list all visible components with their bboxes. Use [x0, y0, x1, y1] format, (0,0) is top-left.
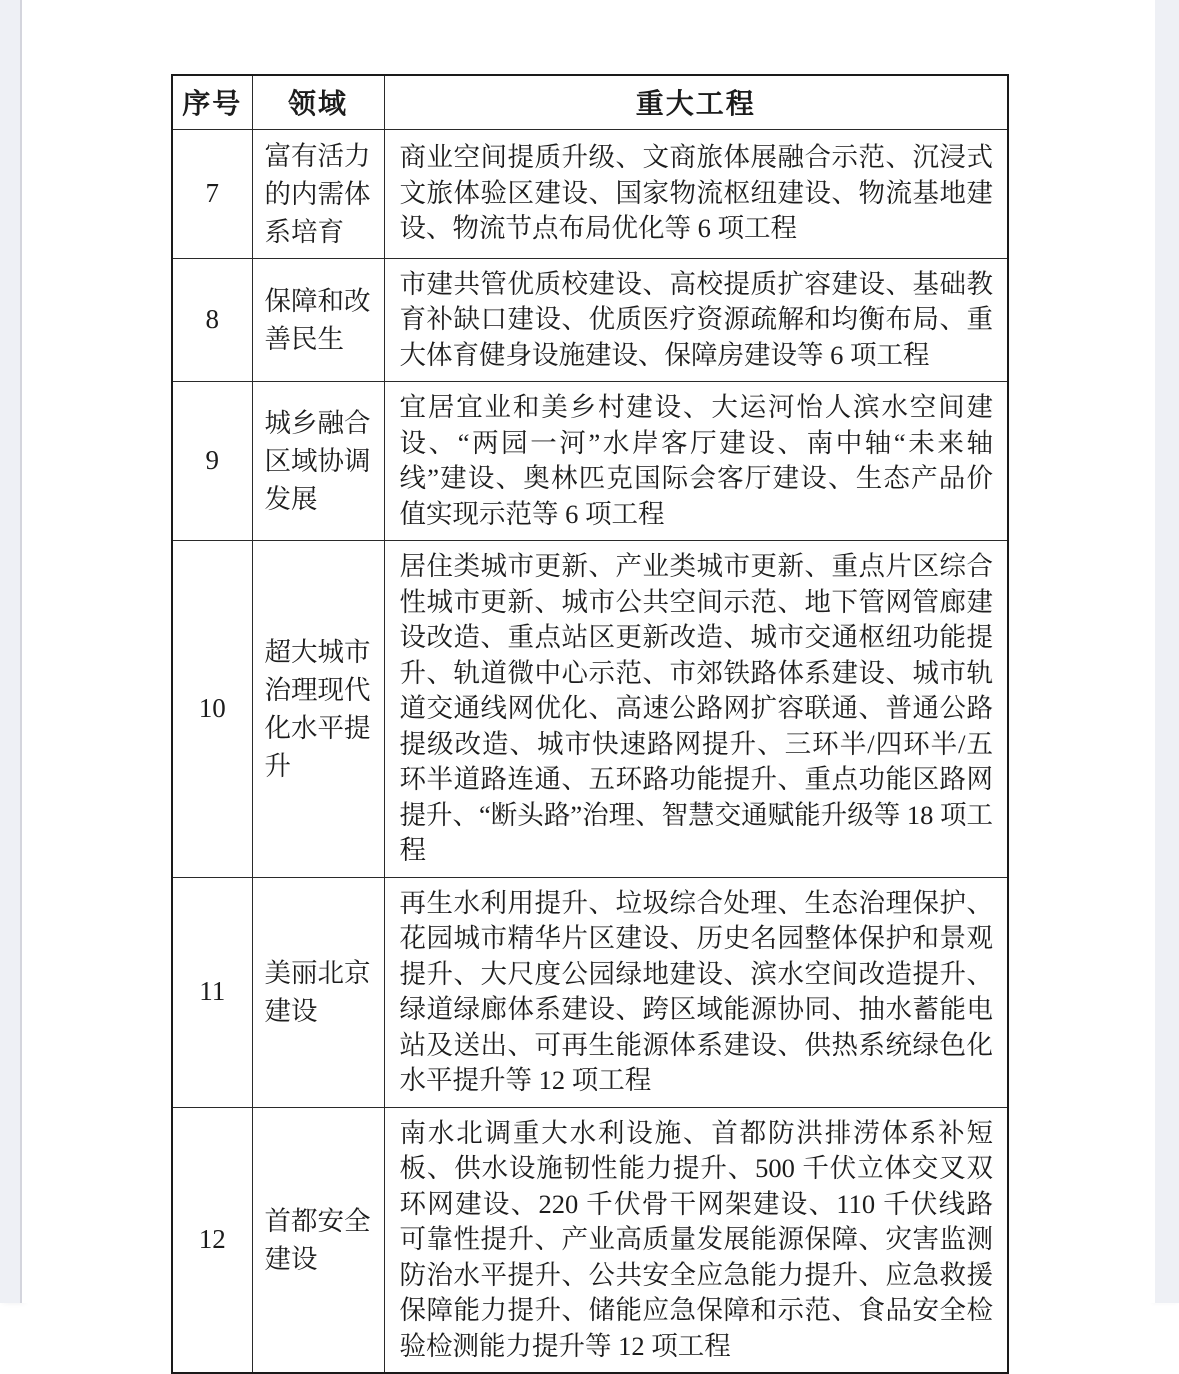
row-field: 首都安全建设: [252, 1107, 384, 1373]
row-projects: 南水北调重大水利设施、首都防洪排涝体系补短板、供水设施韧性能力提升、500 千伏立体交叉双环网建设、220 千伏骨干网架建设、110 千伏线路可靠性提升、产业高质量发展能源保障、灾害监测防治水平提升、公共安全应急能力提升、应急救援保障能力提升、储能应急保障和示范、食品安全检验检测能力提升等 12 项工程: [384, 1107, 1008, 1373]
table-row: [172, 129, 1008, 258]
table-row: [172, 258, 1008, 382]
row-number: 9: [172, 382, 252, 541]
row-projects: 居住类城市更新、产业类城市更新、重点片区综合性城市更新、城市公共空间示范、地下管网管廊建设改造、重点站区更新改造、城市交通枢纽功能提升、轨道微中心示范、市郊铁路体系建设、城市轨道交通线网优化、高速公路网扩容联通、普通公路提级改造、城市快速路网提升、三环半/四环半/五环半道路连通、五环路功能提升、重点功能区路网提升、“断头路”治理、智慧交通赋能升级等 18 项工程: [384, 541, 1008, 878]
row-number: 7: [172, 129, 252, 258]
row-projects: 宜居宜业和美乡村建设、大运河怡人滨水空间建设、“两园一河”水岸客厅建设、南中轴“未来轴线”建设、奥林匹克国际会客厅建设、生态产品价值实现示范等 6 项工程: [384, 382, 1008, 541]
table-row: [172, 382, 1008, 541]
table-row: [172, 877, 1008, 1107]
row-number: 8: [172, 258, 252, 382]
header-重大工程: 重大工程: [384, 75, 1008, 129]
table-row: [172, 541, 1008, 878]
row-projects: 再生水利用提升、垃圾综合处理、生态治理保护、花园城市精华片区建设、历史名园整体保护和景观提升、大尺度公园绿地建设、滨水空间改造提升、绿道绿廊体系建设、跨区域能源协同、抽水蓄能电站及送出、可再生能源体系建设、供热系统绿色化水平提升等 12 项工程: [384, 877, 1008, 1107]
row-number: 10: [172, 541, 252, 878]
row-field: 超大城市治理现代化水平提升: [252, 541, 384, 878]
row-number: 11: [172, 877, 252, 1107]
row-field: 富有活力的内需体系培育: [252, 129, 384, 258]
row-field: 美丽北京建设: [252, 877, 384, 1107]
row-field: 保障和改善民生: [252, 258, 384, 382]
row-number: 12: [172, 1107, 252, 1373]
header-领域: 领域: [252, 75, 384, 129]
viewer-right-margin: [1154, 0, 1179, 1303]
row-field: 城乡融合区域协调发展: [252, 382, 384, 541]
table-header-row: [172, 75, 1008, 129]
row-projects: 市建共管优质校建设、高校提质扩容建设、基础教育补缺口建设、优质医疗资源疏解和均衡布局、重大体育健身设施建设、保障房建设等 6 项工程: [384, 258, 1008, 382]
header-序号: 序号: [172, 75, 252, 129]
viewer-left-margin: [0, 0, 22, 1303]
document-page: [22, 0, 1155, 1361]
table-row: [172, 1107, 1008, 1373]
major-projects-table: [171, 74, 1009, 1374]
row-projects: 商业空间提质升级、文商旅体展融合示范、沉浸式文旅体验区建设、国家物流枢纽建设、物流基地建设、物流节点布局优化等 6 项工程: [384, 129, 1008, 258]
